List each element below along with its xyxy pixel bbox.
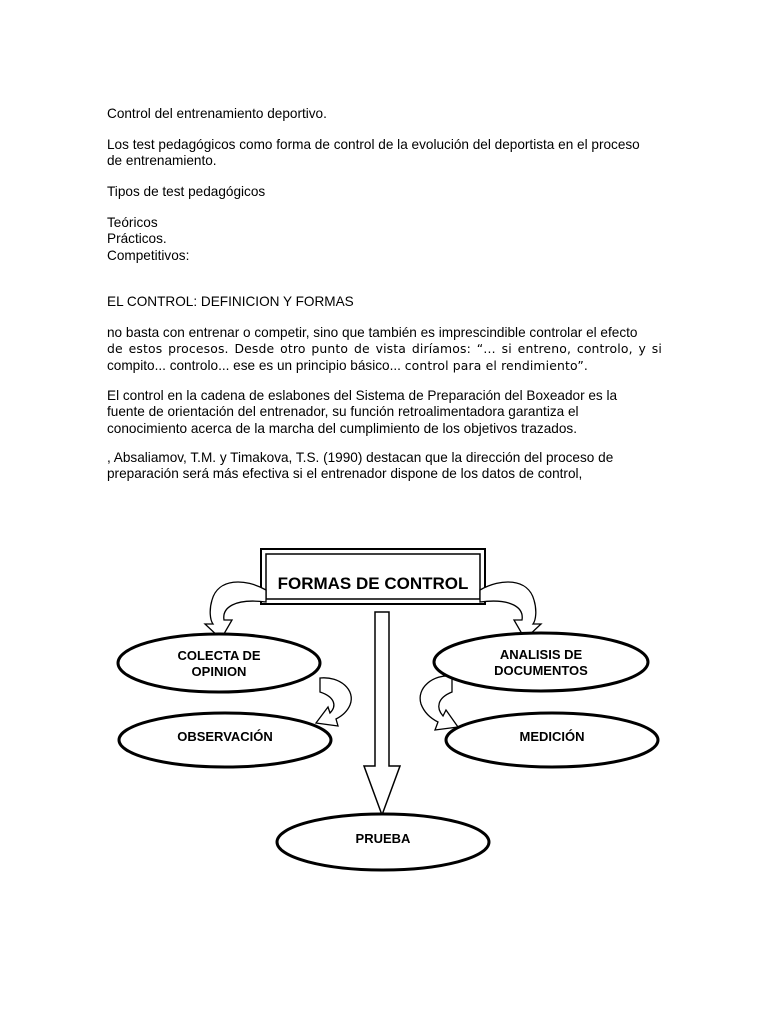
node-medicion <box>446 713 658 767</box>
intro-line-1: Los test pedagógicos como forma de control de la evolución del deportista en el proceso <box>107 137 640 152</box>
formas-de-control-diagram <box>0 530 768 890</box>
analisis-label-line2: DOCUMENTOS <box>494 663 588 678</box>
p2-line-3: conocimiento acerca de la marcha del cumplimiento de los objetivos trazados. <box>107 420 577 436</box>
doc-title-text: Control del entrenamiento deportivo. <box>107 106 327 121</box>
down-arrow <box>364 612 400 815</box>
paragraph-control-definition <box>107 325 662 374</box>
colecta-label-line1: COLECTA DE <box>177 648 261 663</box>
diagram-title: FORMAS DE CONTROL <box>277 574 469 593</box>
type-item: Teóricos <box>107 215 158 230</box>
observacion-label: OBSERVACIÓN <box>177 729 273 744</box>
node-analisis-de-documentos <box>434 633 648 691</box>
analisis-label-line1: ANALISIS DE <box>499 647 583 662</box>
p1-line-3-a: compito... controlo... ese es un principio básico... <box>107 357 405 373</box>
p2-line-2: fuente de orientación del entrenador, su función retroalimentadora garantiza el <box>107 404 579 420</box>
type-item: Competitivos: <box>107 247 190 263</box>
paragraph-citation <box>107 450 667 483</box>
curved-arrow-right-top <box>480 582 541 639</box>
intro-line-2: de entrenamiento. <box>107 153 217 169</box>
types-list <box>107 215 667 264</box>
p1-line-2: de estos procesos. Desde otro punto de vista diríamos: “… si entreno, controlo, y si <box>107 341 662 357</box>
doc-title <box>107 106 667 122</box>
p1-line-3-b: control para el rendimiento”. <box>404 357 588 373</box>
node-colecta-de-opinion <box>118 634 320 692</box>
colecta-label-line2: OPINION <box>191 664 247 679</box>
title-box <box>261 549 485 604</box>
section-heading <box>107 294 667 310</box>
p2-line-1: El control en la cadena de eslabones del Sistema de Preparación del Boxeador es la <box>107 388 618 403</box>
node-observacion <box>119 713 331 767</box>
curved-arrow-right-mid <box>420 676 458 730</box>
types-heading-text: Tipos de test pedagógicos <box>107 184 266 199</box>
curved-arrow-left-top <box>205 582 266 639</box>
section-heading-text: EL CONTROL: DEFINICION Y FORMAS <box>107 294 354 309</box>
node-prueba <box>277 814 489 870</box>
p3-line-1: , Absaliamov, T.M. y Timakova, T.S. (1990) destacan que la dirección del proceso de <box>107 450 614 465</box>
p1-line-3 <box>107 358 662 374</box>
medicion-label: MEDICIÓN <box>519 729 585 744</box>
curved-arrow-left-mid <box>316 678 351 726</box>
p3-line-2: preparación será más efectiva si el entrenador dispone de los datos de control, <box>107 466 583 482</box>
p1-line-1: no basta con entrenar o competir, sino que también es imprescindible controlar el efecto <box>107 325 638 340</box>
type-item: Prácticos. <box>107 231 167 247</box>
prueba-label: PRUEBA <box>355 831 411 846</box>
paragraph-control-chain <box>107 388 667 437</box>
intro-paragraph <box>107 137 667 170</box>
types-heading <box>107 184 667 200</box>
